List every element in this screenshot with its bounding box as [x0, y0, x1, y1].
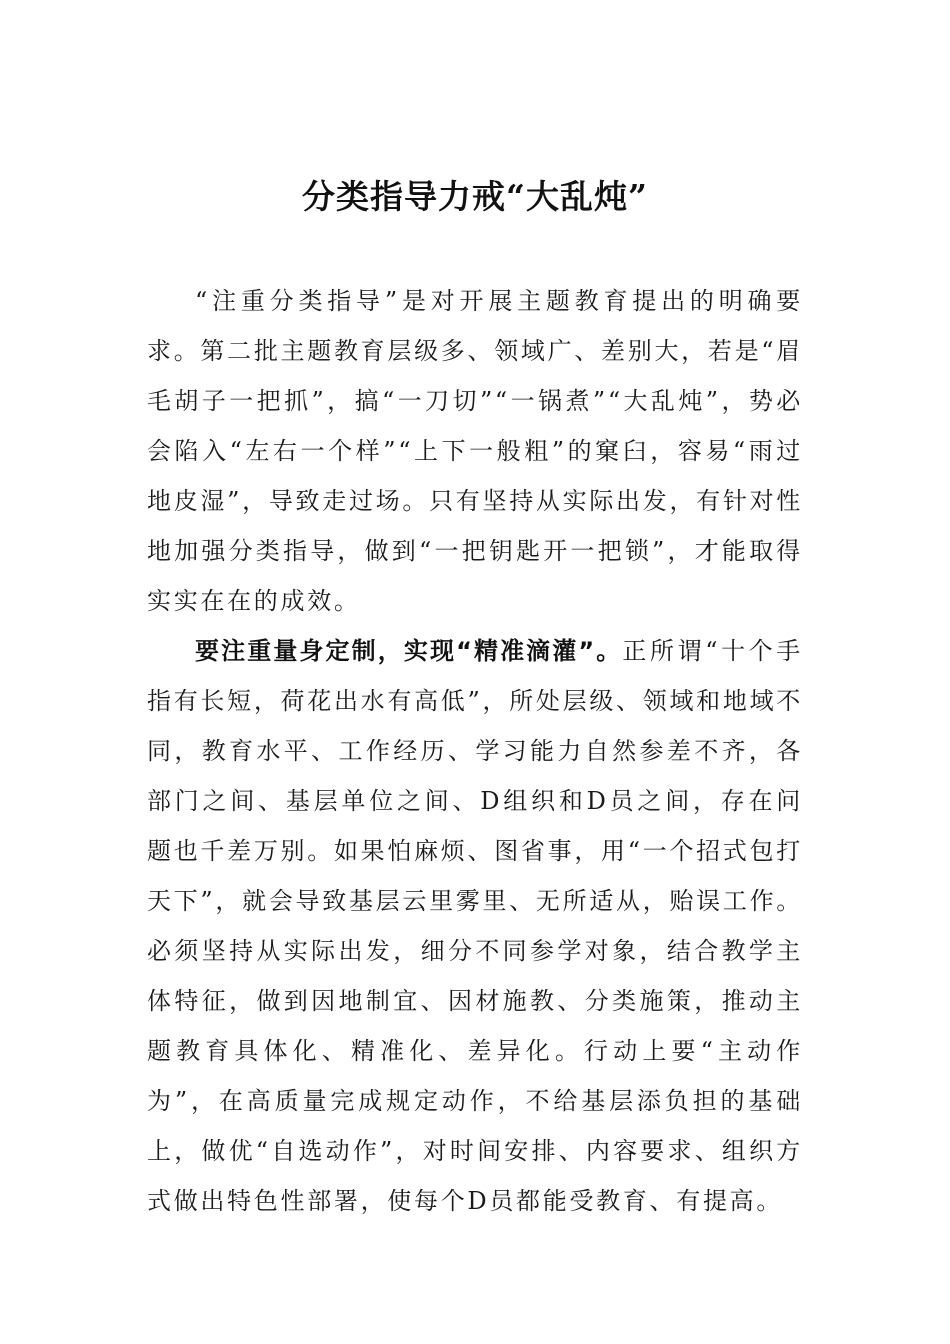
paragraph-lead-sentence: 要注重量身定制，实现“精准滴灌”。 [195, 637, 623, 665]
document-body [147, 276, 803, 1226]
paragraph-tailored-guidance-text: 正所谓“十个手指有长短，荷花出水有高低”，所处层级、领域和地域不同，教育水平、工作经历、学习能力自然参差不齐，各部门之间、基层单位之间、D组织和D员之间，存在问题也千差万别。如果怕麻烦、图省事，用“一个招式包打天下”，就会导致基层云里雾里、无所适从，贻误工作。必须坚持从实际出发，细分不同参学对象，结合教学主体特征，做到因地制宜、因材施教、分类施策，推动主题教育具体化、精准化、差异化。行动上要“主动作为”，在高质量完成规定动作，不给基层添负担的基础上，做优“自选动作”，对时间安排、内容要求、组织方式做出特色性部署，使每个D员都能受教育、有提高。 [147, 637, 803, 1215]
paragraph-intro-text: “注重分类指导”是对开展主题教育提出的明确要求。第二批主题教育层级多、领域广、差别大，若是“眉毛胡子一把抓”，搞“一刀切”“一锅煮”“大乱炖”，势必会陷入“左右一个样”“上下一般粗”的窠臼，容易“雨过地皮湿”，导致走过场。只有坚持从实际出发，有针对性地加强分类指导，做到“一把钥匙开一把锁”，才能取得实实在在的成效。 [147, 287, 803, 615]
document-title: 分类指导力戒“大乱炖” [302, 177, 648, 216]
paragraph-tailored-guidance [147, 626, 803, 1226]
paragraph-intro [147, 276, 803, 626]
